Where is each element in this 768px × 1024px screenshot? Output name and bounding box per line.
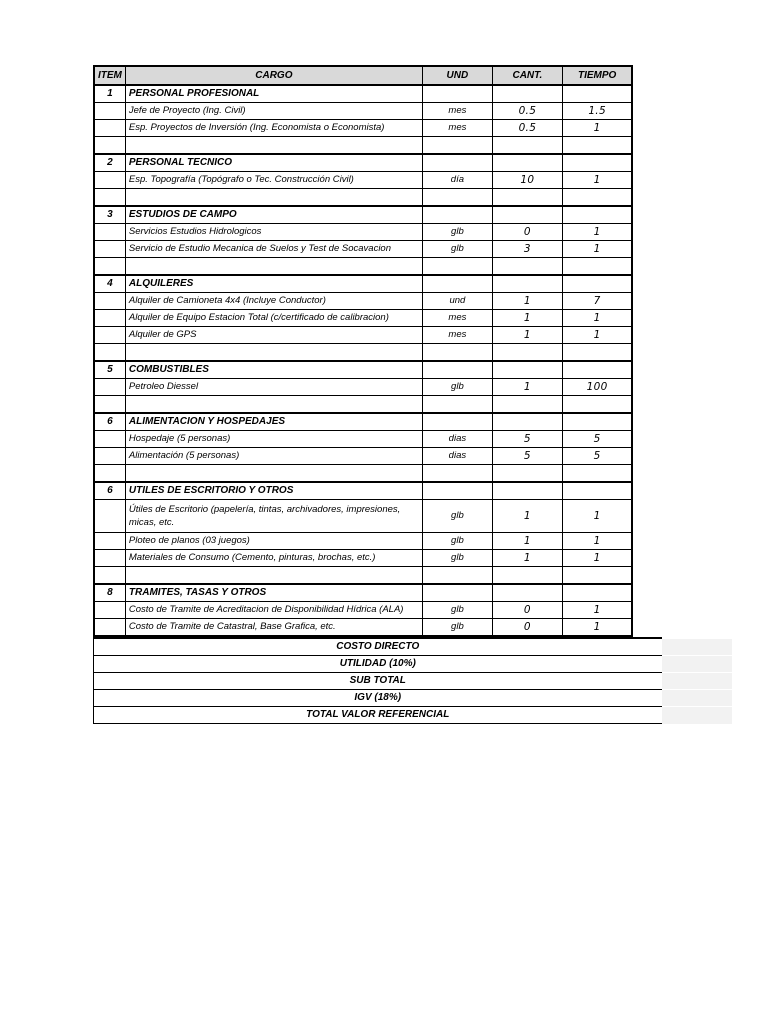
item-cell bbox=[94, 500, 125, 533]
und-cell: glb bbox=[422, 602, 492, 619]
blank-row bbox=[94, 567, 632, 585]
empty-cell bbox=[422, 258, 492, 276]
summary-row bbox=[94, 707, 732, 724]
item-number: 6 bbox=[94, 482, 125, 500]
table-row bbox=[94, 533, 632, 550]
tiempo-cell: 1 bbox=[562, 602, 632, 619]
item-cell bbox=[94, 120, 125, 137]
cargo-cell: Alimentación (5 personas) bbox=[125, 448, 422, 465]
item-number: 2 bbox=[94, 154, 125, 172]
cant-cell: 1 bbox=[492, 533, 562, 550]
und-cell: glb bbox=[422, 619, 492, 637]
tiempo-cell bbox=[562, 482, 632, 500]
cargo-cell: Materiales de Consumo (Cemento, pinturas, brochas, etc.) bbox=[125, 550, 422, 567]
empty-cell bbox=[125, 396, 422, 414]
cargo-cell: Ploteo de planos (03 juegos) bbox=[125, 533, 422, 550]
empty-cell bbox=[94, 465, 125, 483]
und-cell bbox=[422, 584, 492, 602]
tiempo-cell: 7 bbox=[562, 293, 632, 310]
table-row bbox=[94, 448, 632, 465]
empty-cell bbox=[562, 344, 632, 362]
blank-row bbox=[94, 258, 632, 276]
cant-cell: 1 bbox=[492, 550, 562, 567]
table-row bbox=[94, 327, 632, 344]
summary-value-cell bbox=[662, 673, 732, 690]
cant-cell: 0 bbox=[492, 619, 562, 637]
item-cell bbox=[94, 379, 125, 396]
empty-cell bbox=[492, 189, 562, 207]
empty-cell bbox=[94, 258, 125, 276]
tiempo-cell: 1 bbox=[562, 327, 632, 344]
empty-cell bbox=[562, 567, 632, 585]
empty-cell bbox=[125, 189, 422, 207]
und-cell bbox=[422, 85, 492, 103]
item-number: 6 bbox=[94, 413, 125, 431]
empty-cell bbox=[125, 344, 422, 362]
section-title: ALIMENTACION Y HOSPEDAJES bbox=[125, 413, 422, 431]
cant-cell: 0.5 bbox=[492, 103, 562, 120]
empty-cell bbox=[125, 567, 422, 585]
und-cell: mes bbox=[422, 103, 492, 120]
item-number: 3 bbox=[94, 206, 125, 224]
tiempo-cell bbox=[562, 275, 632, 293]
tiempo-cell bbox=[562, 361, 632, 379]
header-und: UND bbox=[422, 66, 492, 85]
table-body bbox=[94, 85, 632, 636]
table-row bbox=[94, 224, 632, 241]
tiempo-cell: 1 bbox=[562, 533, 632, 550]
table-row bbox=[94, 550, 632, 567]
item-cell bbox=[94, 550, 125, 567]
empty-cell bbox=[562, 258, 632, 276]
empty-cell bbox=[94, 137, 125, 155]
summary-row bbox=[94, 638, 732, 656]
tiempo-cell bbox=[562, 413, 632, 431]
item-cell bbox=[94, 448, 125, 465]
cant-cell bbox=[492, 275, 562, 293]
header-cant: CANT. bbox=[492, 66, 562, 85]
section-title: ALQUILERES bbox=[125, 275, 422, 293]
item-number: 8 bbox=[94, 584, 125, 602]
cant-cell: 0 bbox=[492, 602, 562, 619]
item-number: 5 bbox=[94, 361, 125, 379]
tiempo-cell bbox=[562, 206, 632, 224]
summary-row bbox=[94, 690, 732, 707]
und-cell: glb bbox=[422, 533, 492, 550]
und-cell bbox=[422, 275, 492, 293]
table-row bbox=[94, 500, 632, 533]
section-title: TRAMITES, TASAS Y OTROS bbox=[125, 584, 422, 602]
table-row bbox=[94, 602, 632, 619]
cargo-cell: Jefe de Proyecto (Ing. Civil) bbox=[125, 103, 422, 120]
section-title: PERSONAL PROFESIONAL bbox=[125, 85, 422, 103]
empty-cell bbox=[492, 396, 562, 414]
blank-row bbox=[94, 465, 632, 483]
empty-cell bbox=[422, 567, 492, 585]
empty-cell bbox=[422, 344, 492, 362]
table-row bbox=[94, 172, 632, 189]
tiempo-cell: 1.5 bbox=[562, 103, 632, 120]
table-row bbox=[94, 431, 632, 448]
empty-cell bbox=[492, 567, 562, 585]
cant-cell bbox=[492, 206, 562, 224]
empty-cell bbox=[492, 258, 562, 276]
empty-cell bbox=[94, 567, 125, 585]
header-cargo: CARGO bbox=[125, 66, 422, 85]
cant-cell: 5 bbox=[492, 448, 562, 465]
item-cell bbox=[94, 619, 125, 637]
header-tiempo: TIEMPO bbox=[562, 66, 632, 85]
section-row bbox=[94, 584, 632, 602]
empty-cell bbox=[94, 396, 125, 414]
table-row bbox=[94, 310, 632, 327]
blank-row bbox=[94, 189, 632, 207]
und-cell: glb bbox=[422, 241, 492, 258]
cant-cell bbox=[492, 85, 562, 103]
section-row bbox=[94, 154, 632, 172]
empty-cell bbox=[492, 465, 562, 483]
cant-cell: 1 bbox=[492, 379, 562, 396]
section-row bbox=[94, 206, 632, 224]
blank-row bbox=[94, 137, 632, 155]
tiempo-cell bbox=[562, 154, 632, 172]
empty-cell bbox=[94, 344, 125, 362]
budget-sheet bbox=[93, 65, 732, 724]
empty-cell bbox=[562, 396, 632, 414]
empty-cell bbox=[125, 465, 422, 483]
summary-row bbox=[94, 656, 732, 673]
summary-row bbox=[94, 673, 732, 690]
cant-cell: 0.5 bbox=[492, 120, 562, 137]
und-cell: dias bbox=[422, 431, 492, 448]
item-cell bbox=[94, 224, 125, 241]
summary-label: TOTAL VALOR REFERENCIAL bbox=[94, 707, 662, 724]
section-row bbox=[94, 85, 632, 103]
tiempo-cell: 5 bbox=[562, 448, 632, 465]
cant-cell: 1 bbox=[492, 310, 562, 327]
section-row bbox=[94, 482, 632, 500]
item-cell bbox=[94, 310, 125, 327]
empty-cell bbox=[125, 258, 422, 276]
und-cell: glb bbox=[422, 500, 492, 533]
und-cell bbox=[422, 413, 492, 431]
empty-cell bbox=[422, 189, 492, 207]
und-cell: mes bbox=[422, 120, 492, 137]
item-number: 4 bbox=[94, 275, 125, 293]
item-cell bbox=[94, 327, 125, 344]
und-cell bbox=[422, 361, 492, 379]
empty-cell bbox=[422, 137, 492, 155]
cargo-cell: Hospedaje (5 personas) bbox=[125, 431, 422, 448]
empty-cell bbox=[492, 344, 562, 362]
cargo-cell: Servicios Estudios Hidrologicos bbox=[125, 224, 422, 241]
section-row bbox=[94, 275, 632, 293]
blank-row bbox=[94, 344, 632, 362]
und-cell bbox=[422, 482, 492, 500]
und-cell: glb bbox=[422, 379, 492, 396]
cant-cell: 3 bbox=[492, 241, 562, 258]
cant-cell: 10 bbox=[492, 172, 562, 189]
item-cell bbox=[94, 533, 125, 550]
header-row bbox=[94, 66, 632, 85]
cargo-cell: Esp. Topografía (Topógrafo o Tec. Construcción Civil) bbox=[125, 172, 422, 189]
und-cell: mes bbox=[422, 327, 492, 344]
tiempo-cell: 5 bbox=[562, 431, 632, 448]
table-row bbox=[94, 379, 632, 396]
cant-cell bbox=[492, 482, 562, 500]
section-title: PERSONAL TECNICO bbox=[125, 154, 422, 172]
section-row bbox=[94, 361, 632, 379]
tiempo-cell: 1 bbox=[562, 172, 632, 189]
summary-table bbox=[93, 637, 732, 724]
cargo-cell: Alquiler de Camioneta 4x4 (Incluye Conductor) bbox=[125, 293, 422, 310]
cargo-cell: Esp. Proyectos de Inversión (Ing. Economista o Economista) bbox=[125, 120, 422, 137]
und-cell bbox=[422, 154, 492, 172]
summary-label: UTILIDAD (10%) bbox=[94, 656, 662, 673]
empty-cell bbox=[562, 137, 632, 155]
summary-value-cell bbox=[662, 707, 732, 724]
item-cell bbox=[94, 103, 125, 120]
cargo-cell: Alquiler de Equipo Estacion Total (c/certificado de calibracion) bbox=[125, 310, 422, 327]
tiempo-cell: 1 bbox=[562, 500, 632, 533]
empty-cell bbox=[562, 189, 632, 207]
tiempo-cell: 1 bbox=[562, 120, 632, 137]
table-row bbox=[94, 241, 632, 258]
empty-cell bbox=[94, 189, 125, 207]
cargo-cell: Alquiler de GPS bbox=[125, 327, 422, 344]
und-cell: und bbox=[422, 293, 492, 310]
tiempo-cell: 1 bbox=[562, 241, 632, 258]
tiempo-cell: 1 bbox=[562, 310, 632, 327]
section-title: UTILES DE ESCRITORIO Y OTROS bbox=[125, 482, 422, 500]
item-cell bbox=[94, 172, 125, 189]
cargo-cell: Costo de Tramite de Catastral, Base Grafica, etc. bbox=[125, 619, 422, 637]
tiempo-cell bbox=[562, 584, 632, 602]
und-cell: dias bbox=[422, 448, 492, 465]
und-cell: mes bbox=[422, 310, 492, 327]
und-cell bbox=[422, 206, 492, 224]
header-item: ITEM bbox=[94, 66, 125, 85]
cargo-cell: Petroleo Diessel bbox=[125, 379, 422, 396]
cant-cell: 5 bbox=[492, 431, 562, 448]
tiempo-cell bbox=[562, 85, 632, 103]
item-cell bbox=[94, 602, 125, 619]
summary-value-cell bbox=[662, 638, 732, 656]
cargo-cell: Costo de Tramite de Acreditacion de Disponibilidad Hídrica (ALA) bbox=[125, 602, 422, 619]
empty-cell bbox=[125, 137, 422, 155]
empty-cell bbox=[562, 465, 632, 483]
budget-table bbox=[93, 65, 633, 637]
cant-cell bbox=[492, 413, 562, 431]
und-cell: glb bbox=[422, 224, 492, 241]
item-cell bbox=[94, 241, 125, 258]
empty-cell bbox=[422, 465, 492, 483]
item-cell bbox=[94, 293, 125, 310]
und-cell: día bbox=[422, 172, 492, 189]
blank-row bbox=[94, 396, 632, 414]
empty-cell bbox=[492, 137, 562, 155]
summary-label: IGV (18%) bbox=[94, 690, 662, 707]
tiempo-cell: 100 bbox=[562, 379, 632, 396]
cant-cell bbox=[492, 154, 562, 172]
summary-value-cell bbox=[662, 656, 732, 673]
item-number: 1 bbox=[94, 85, 125, 103]
table-row bbox=[94, 293, 632, 310]
section-title: COMBUSTIBLES bbox=[125, 361, 422, 379]
summary-value-cell bbox=[662, 690, 732, 707]
tiempo-cell: 1 bbox=[562, 224, 632, 241]
summary-label: SUB TOTAL bbox=[94, 673, 662, 690]
cant-cell bbox=[492, 584, 562, 602]
cant-cell: 1 bbox=[492, 500, 562, 533]
section-title: ESTUDIOS DE CAMPO bbox=[125, 206, 422, 224]
table-row bbox=[94, 619, 632, 637]
tiempo-cell: 1 bbox=[562, 619, 632, 637]
cant-cell: 1 bbox=[492, 327, 562, 344]
section-row bbox=[94, 413, 632, 431]
empty-cell bbox=[422, 396, 492, 414]
cargo-cell: Útiles de Escritorio (papelería, tintas, archivadores, impresiones, micas, etc. bbox=[125, 500, 422, 533]
item-cell bbox=[94, 431, 125, 448]
cant-cell bbox=[492, 361, 562, 379]
table-row bbox=[94, 103, 632, 120]
summary-label: COSTO DIRECTO bbox=[94, 638, 662, 656]
cant-cell: 1 bbox=[492, 293, 562, 310]
tiempo-cell: 1 bbox=[562, 550, 632, 567]
und-cell: glb bbox=[422, 550, 492, 567]
cant-cell: 0 bbox=[492, 224, 562, 241]
cargo-cell: Servicio de Estudio Mecanica de Suelos y Test de Socavacion bbox=[125, 241, 422, 258]
table-row bbox=[94, 120, 632, 137]
